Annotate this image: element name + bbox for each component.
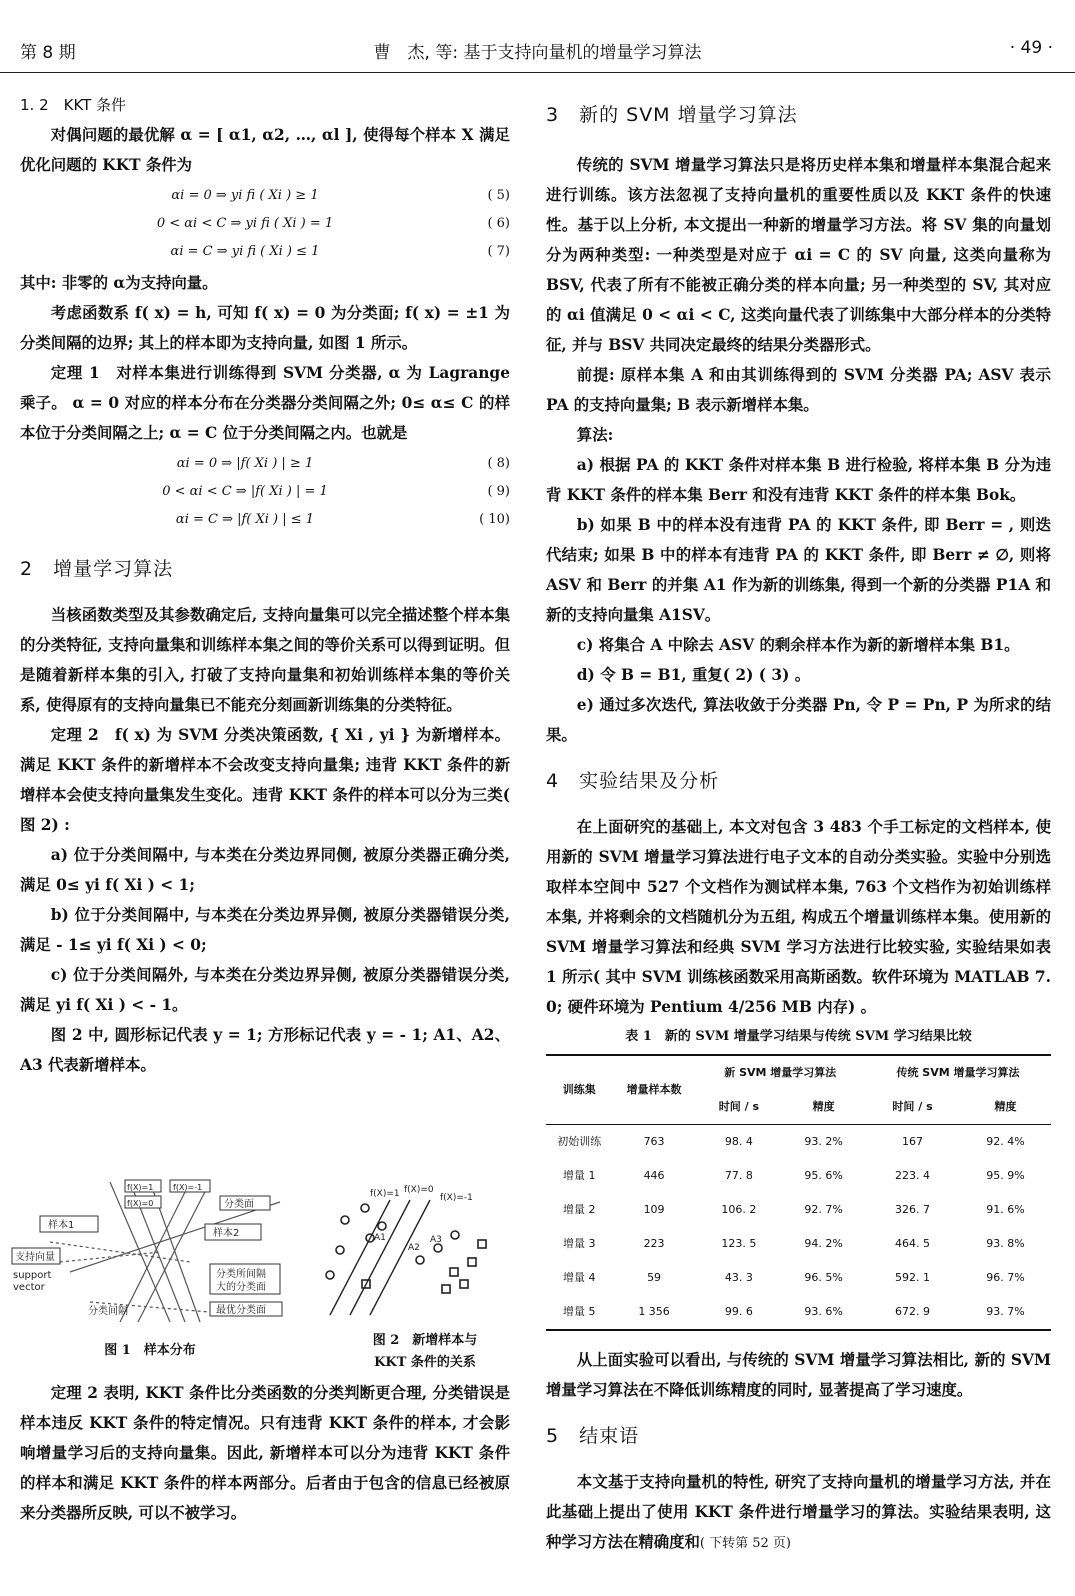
case-a: a) 位于分类间隔中, 与本类在分类边界同侧, 被原分类器正确分类, 满足 0≤ yi f( Xi ) < 1; [20,846,510,894]
table-row [546,1125,1051,1160]
paragraph: 考虑函数系 f( x) = h, 可知 f( x) = 0 为分类面; f( x) = ±1 为分类间隔的边界; 其上的样本即为支持向量, 如图 1 所示。 [20,304,510,352]
table-cell: 223 [643,1237,665,1250]
label-a1: A1 [374,1233,386,1243]
table-row [546,1295,1051,1330]
section-3-heading: 3 新的 SVM 增量学习算法 [546,104,798,126]
figure-2-caption [345,1330,505,1374]
label-a3: A3 [430,1235,442,1245]
table-cell: 增量 5 [563,1305,596,1318]
paragraph: 算法: [576,426,614,444]
label-vector-en: vector [13,1282,45,1293]
table-cell: 92. 7% [804,1203,843,1216]
label-margin: 分类间隔 [88,1306,128,1317]
paragraph: 当核函数类型及其参数确定后, 支持向量集可以完全描述整个样本集的分类特征, 支持向量集和训练样本集之间的等价关系可以得到证明。但是随着新样本集的引入, 打破了支持向量集和初始训练样本集的等价关系, 使得原有的支持向量集已不能充分刻画新训练集的分类特征。 [20,606,510,714]
label-classification-plane: 分类面 [224,1199,254,1210]
table-row [546,1227,1051,1261]
table-row [546,1193,1051,1227]
th-time: 时间 / s [892,1100,933,1113]
conclusion-text: 本文基于支持向量机的特性, 研究了支持向量机的增量学习方法, 并在此基础上提出了使用 KKT 条件进行增量学习的算法。实验结果表明, 这种学习方法在精确度和 [546,1473,1051,1551]
paragraph: 其中: 非零的 α为支持向量。 [20,274,218,292]
table-cell: 59 [647,1271,662,1284]
equation-7: αi = C ⇒ yi fi ( Xi ) ≤ 1 [170,244,320,259]
th-old: 传统 SVM 增量学习算法 [896,1066,1020,1079]
table-cell: 592. 1 [895,1271,930,1284]
label-fm1: f(X)=-1 [440,1193,473,1203]
label-support-vector: 支持向量 [15,1252,55,1263]
label-optimal-plane: 最优分类面 [216,1305,266,1316]
left-column-bottom [20,1378,510,1528]
equation-number: ( 7) [487,244,510,259]
section-4-heading: 4 实验结果及分析 [546,770,720,792]
step-d: d) 令 B = B1, 重复( 2) ( 3) 。 [576,666,811,684]
label-fm1: f(X)=-1 [173,1183,203,1192]
table-1 [546,1054,1051,1331]
table-cell: 763 [643,1135,665,1148]
table-cell: 109 [643,1203,665,1216]
step-b: b) 如果 B 中的样本没有违背 PA 的 KKT 条件, 即 Berr = , 则迭代结束; 如果 B 中的样本有违背 PA 的 KKT 条件, 即 Berr ≠ ∅, 则将 ASV 和 Berr 的并集 A1 作为新的训练集, 得到一个新的分类器 P1A 和新的支持向量集 A1SV。 [546,516,1051,624]
paragraph: 在上面研究的基础上, 本文对包含 3 483 个手工标定的文档样本, 使用新的 SVM 增量学习算法进行电子文本的自动分类实验。实验中分别选取样本空间中 527 个文档作为测试样本集, 763 个文档作为初始训练样本集, 并将剩余的文档随机分为五组, 构成五个增量训练样本集。使用新的 SVM 增量学习算法和经典 SVM 学习方法进行比较实验, 实验结果如表 1 所示( 其中 SVM 训练核函数采用高斯函数。软件环境为 MATLAB 7. 0; 硬件环境为 Pentium 4/256 MB 内存) 。 [546,818,1051,1016]
label-f0: f(X)=0 [404,1185,434,1195]
page-number: · 49 · [1009,38,1053,58]
equation-6: 0 < αi < C ⇒ yi fi ( Xi ) = 1 [156,216,334,231]
equation-number: ( 10) [479,512,510,527]
table-cell: 1 356 [638,1305,670,1318]
equation-9: 0 < αi < C ⇒ |f( Xi ) | = 1 [162,484,328,499]
step-c: c) 将集合 A 中除去 ASV 的剩余样本作为新的新增样本集 B1。 [576,636,1020,654]
table-cell: 93. 7% [986,1305,1025,1318]
table-cell: 增量 1 [563,1169,596,1182]
table-cell: 95. 6% [804,1169,843,1182]
sample-distribution-diagram [10,1172,290,1332]
equation-number: ( 6) [487,216,510,231]
figure-2 [310,1180,500,1320]
theorem-1: 定理 1 对样本集进行训练得到 SVM 分类器, α 为 Lagrange 乘子。 α = 0 对应的样本分布在分类器分类间隔之外; 0≤ α≤ C 的样本位于分类间隔之上; α = C 位于分类间隔之内。也就是 [20,364,510,442]
table-1-caption: 表 1 新的 SVM 增量学习结果与传统 SVM 学习结果比较 [625,1029,972,1044]
label-sample-1: 样本1 [48,1220,75,1231]
table-cell: 94. 2% [804,1237,843,1250]
table-cell: 92. 4% [986,1135,1025,1148]
table-cell: 初始训练 [557,1135,602,1148]
table-cell: 43. 3 [724,1271,753,1284]
new-samples-kkt-diagram [310,1180,500,1320]
issue-number: 第 8 期 [20,43,76,63]
table-cell: 增量 4 [563,1271,596,1284]
label-f1: f(X)=1 [370,1189,400,1199]
paragraph [546,1467,1051,1559]
equations-8-10 [20,448,510,536]
theorem-2: 定理 2 f( x) 为 SVM 分类决策函数, { Xi , yi } 为新增样本。满足 KKT 条件的新增样本不会改变支持向量集; 违背 KKT 条件的新增样本会使支持向量集发生变化。违背 KKT 条件的样本可以分为三类( 图 2) : [20,726,510,834]
table-cell: 增量 3 [563,1237,596,1250]
paragraph: 对偶问题的最优解 α = [ α1, α2, …, αl ], 使得每个样本 X 满足优化问题的 KKT 条件为 [20,126,510,174]
th-time: 时间 / s [718,1100,760,1113]
table-cell: 96. 5% [804,1271,843,1284]
running-title: 曹 杰, 等: 基于支持向量机的增量学习算法 [373,43,702,63]
section-1-2-heading: 1. 2 KKT 条件 [20,96,127,114]
paragraph: 从上面实验可以看出, 与传统的 SVM 增量学习算法相比, 新的 SVM 增量学习算法在不降低训练精度的同时, 显著提高了学习速度。 [546,1351,1051,1399]
table-cell: 326. 7 [895,1203,930,1216]
table-cell: 93. 2% [804,1135,843,1148]
table-cell: 98. 4 [724,1135,753,1148]
section-2-heading: 2 增量学习算法 [20,558,174,580]
table-cell: 95. 9% [986,1169,1025,1182]
th-acc: 精度 [812,1100,835,1113]
table-cell: 增量 2 [563,1203,596,1216]
paragraph: 定理 2 表明, KKT 条件比分类函数的分类判断更合理, 分类错误是样本违反 KKT 条件的特定情况。只有违背 KKT 条件的样本, 才会影响增量学习后的支持向量集。因此, 新增样本可以分为违背 KKT 条件的样本和满足 KKT 条件的样本两部分。后者由于包含的信息已经被原来分类器所反映, 可以不被学习。 [20,1384,510,1522]
figure-2-caption-line2: KKT 条件的关系 [374,1355,476,1370]
label-f0: f(X)=0 [127,1199,154,1208]
th-set: 训练集 [546,1055,613,1125]
th-acc: 精度 [994,1100,1017,1113]
case-b: b) 位于分类间隔中, 与本类在分类边界异侧, 被原分类器错误分类, 满足 - 1≤ yi f( Xi ) < 0; [20,906,510,954]
label-inner-plane: 大的分类面 [216,1282,266,1293]
table-cell: 99. 6 [724,1305,753,1318]
table-row [546,1159,1051,1193]
equation-8: αi = 0 ⇒ |f( Xi ) | ≥ 1 [176,456,314,471]
figure-1-caption: 图 1 样本分布 [104,1343,196,1358]
label-sample-2: 样本2 [213,1228,240,1239]
label-inner-margin: 分类所间隔 [216,1269,266,1280]
equation-number: ( 5) [487,188,510,203]
table-cell: 123. 5 [721,1237,757,1250]
th-new: 新 SVM 增量学习算法 [724,1066,837,1079]
figure-2-caption-line1: 图 2 新增样本与 [372,1333,478,1348]
case-c: c) 位于分类间隔外, 与本类在分类边界异侧, 被原分类器错误分类, 满足 yi f( Xi ) < - 1。 [20,966,510,1014]
equation-number: ( 9) [487,484,510,499]
table-cell: 91. 6% [986,1203,1025,1216]
section-5-heading: 5 结束语 [546,1425,640,1447]
equation-5: αi = 0 ⇒ yi fi ( Xi ) ≥ 1 [171,188,319,203]
page-header [0,0,1075,73]
paragraph: 传统的 SVM 增量学习算法只是将历史样本集和增量样本集混合起来进行训练。该方法忽视了支持向量机的重要性质以及 KKT 条件的快速性。基于以上分析, 本文提出一种新的增量学习方法。将 SV 集的向量划分为两种类型: 一种类型是对应于 αi = C 的 SV 向量, 这类向量称为 BSV, 代表了所有不能被正确分类的样本向量; 另一种类型的 SV, 其对应的 αi 值满足 0 < αi < C, 这类向量代表了训练集中大部分样本的分类特征, 并与 BSV 共同决定最终的结果分类器形式。 [546,156,1051,354]
table-cell: 446 [643,1169,665,1182]
right-column [546,100,1051,1559]
table-cell: 93. 6% [804,1305,843,1318]
step-e: e) 通过多次迭代, 算法收敛于分类器 Pn, 令 P = Pn, P 为所求的结果。 [546,696,1051,744]
paragraph: 图 2 中, 圆形标记代表 y = 1; 方形标记代表 y = - 1; A1、A2、A3 代表新增样本。 [20,1026,510,1074]
table-cell: 93. 8% [986,1237,1025,1250]
paragraph: 前提: 原样本集 A 和由其训练得到的 SVM 分类器 PA; ASV 表示 PA 的支持向量集; B 表示新增样本集。 [546,366,1051,414]
table-row [546,1261,1051,1295]
table-cell: 464. 5 [895,1237,930,1250]
label-support-en: support [13,1270,52,1281]
table-cell: 223. 4 [895,1169,930,1182]
table-cell: 106. 2 [721,1203,757,1216]
step-a: a) 根据 PA 的 KKT 条件对样本集 B 进行检验, 将样本集 B 分为违背 KKT 条件的样本集 Berr 和没有违背 KKT 条件的样本集 Bok。 [546,456,1051,504]
equation-10: αi = C ⇒ |f( Xi ) | ≤ 1 [175,512,315,527]
table-cell: 672. 9 [895,1305,930,1318]
th-num: 增量样本数 [613,1055,696,1125]
continued-note: ( 下转第 52 页) [699,1536,792,1551]
table-cell: 167 [902,1135,923,1148]
left-column [20,90,510,1080]
figure-1 [10,1172,290,1332]
equations-5-7 [20,180,510,268]
label-f1: f(X)=1 [127,1183,154,1192]
equation-number: ( 8) [487,456,510,471]
table-cell: 77. 8 [724,1169,753,1182]
table-cell: 96. 7% [986,1271,1025,1284]
label-a2: A2 [408,1243,420,1253]
